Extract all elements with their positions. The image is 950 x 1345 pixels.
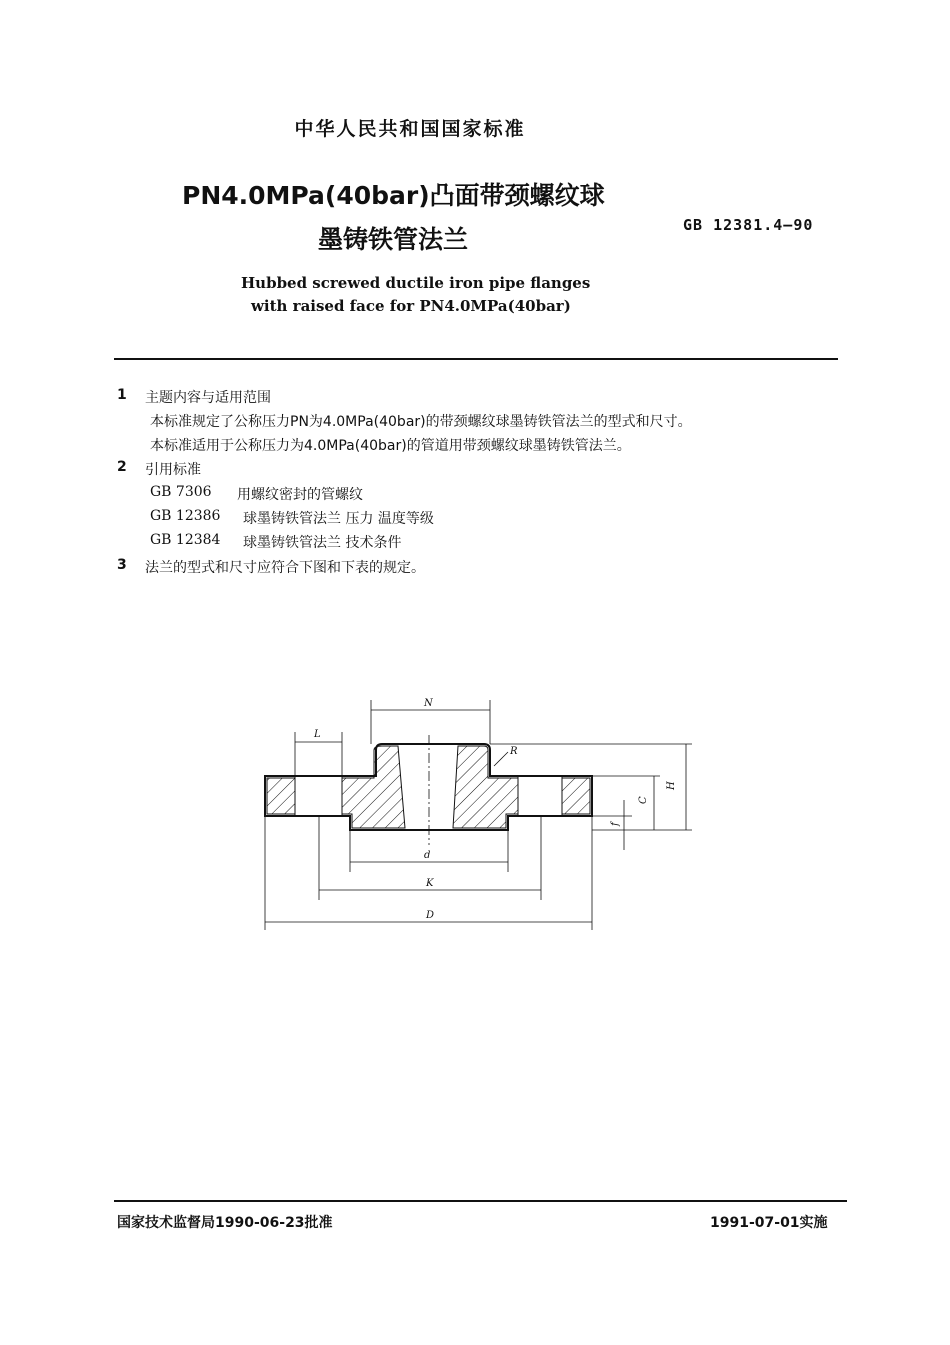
reference-code: GB 12384 <box>150 532 221 548</box>
reference-code: GB 7306 <box>150 484 212 500</box>
header-divider <box>114 358 838 360</box>
dim-label-L: L <box>314 729 321 740</box>
reference-code: GB 12386 <box>150 508 221 524</box>
hatch-right-rim <box>562 778 590 814</box>
flange-outline <box>265 744 592 830</box>
standard-title-line2: 墨铸铁管法兰 <box>318 225 469 254</box>
dim-label-f: f <box>610 822 621 826</box>
dim-label-d: d <box>424 850 431 861</box>
section-3-number: 3 <box>117 557 127 573</box>
dim-label-H: H <box>666 781 677 790</box>
reference-name: 用螺纹密封的管螺纹 <box>237 487 363 503</box>
dim-label-C: C <box>638 796 649 804</box>
section-1-paragraph-1: 本标准规定了公称压力PN为4.0MPa(40bar)的带颈螺纹球墨铸铁管法兰的型式和尺寸。 <box>150 414 692 430</box>
reference-name: 球墨铸铁管法兰 压力 温度等级 <box>243 511 434 527</box>
section-1-paragraph-2: 本标准适用于公称压力为4.0MPa(40bar)的管道用带颈螺纹球墨铸铁管法兰。 <box>150 438 631 454</box>
section-1-number: 1 <box>117 387 127 403</box>
effective-date: 1991-07-01实施 <box>710 1215 828 1231</box>
dim-label-K: K <box>426 878 434 889</box>
dim-label-N: N <box>424 698 433 709</box>
section-2-title: 引用标准 <box>145 462 201 478</box>
issuing-country-heading: 中华人民共和国国家标准 <box>294 118 526 140</box>
dim-label-R: R <box>510 746 518 757</box>
section-2-number: 2 <box>117 459 127 475</box>
reference-name: 球墨铸铁管法兰 技术条件 <box>243 535 402 551</box>
standard-title-line1: PN4.0MPa(40bar)凸面带颈螺纹球 <box>182 181 605 210</box>
dim-label-D: D <box>426 910 435 921</box>
footer-divider <box>114 1200 847 1202</box>
hatch-left-hub <box>342 746 405 828</box>
approval-date: 国家技术监督局1990-06-23批准 <box>117 1215 333 1231</box>
flange-cross-section-drawing <box>240 680 710 950</box>
section-1-title: 主题内容与适用范围 <box>145 390 271 406</box>
english-title-line2: with raised face for PN4.0MPa(40bar) <box>251 297 571 315</box>
english-title-line1: Hubbed screwed ductile iron pipe flanges <box>241 274 591 292</box>
section-3-text: 法兰的型式和尺寸应符合下图和下表的规定。 <box>145 560 425 576</box>
standard-code: GB 12381.4—90 <box>683 216 814 234</box>
hatch-left-rim <box>267 778 295 814</box>
